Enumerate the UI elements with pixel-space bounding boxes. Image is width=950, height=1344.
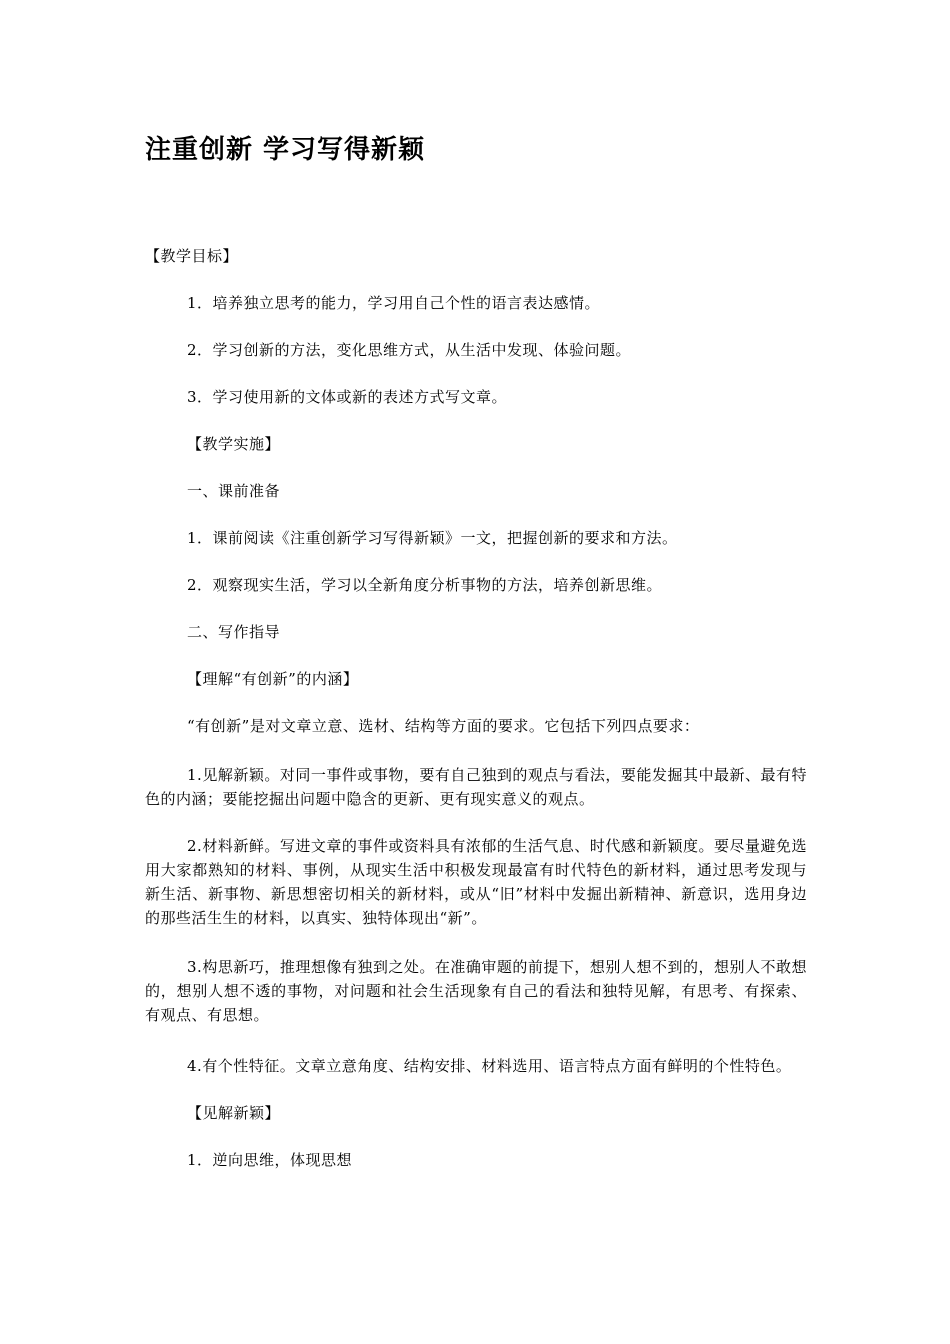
objective-item-2: 2．学习创新的方法，变化思维方式，从生活中发现、体验问题。 xyxy=(187,341,632,359)
prep-item-2: 2．观察现实生活，学习以全新角度分析事物的方法，培养创新思维。 xyxy=(187,576,663,594)
implementation-heading: 【教学实施】 xyxy=(187,435,281,453)
insight-item-1: 1．逆向思维，体现思想 xyxy=(187,1151,353,1169)
objectives-heading: 【教学目标】 xyxy=(145,247,239,265)
requirement-paragraph-2: 2.材料新鲜。写进文章的事件或资料具有浓郁的生活气息、时代感和新颖度。要尽量避免选用大家都熟知的材料、事例，从现实生活中积极发现最富有时代特色的新材料，通过思考发现与新生活、新事物、新思想密切相关的新材料，或从“旧”材料中发掘出新精神、新意识，选用身边的那些活生生的材料，以真实、独特体现出“新”。 xyxy=(145,837,807,927)
section-2-heading: 二、写作指导 xyxy=(187,623,281,641)
document-title: 注重创新 学习写得新颖 xyxy=(145,135,426,165)
section-1-heading: 一、课前准备 xyxy=(187,482,281,500)
insight-heading: 【见解新颖】 xyxy=(187,1104,281,1122)
objective-item-1: 1．培养独立思考的能力，学习用自己个性的语言表达感情。 xyxy=(187,294,601,312)
requirement-paragraph-3: 3.构思新巧，推理想像有独到之处。在准确审题的前提下，想别人想不到的，想别人不敢想的，想别人想不透的事物，对问题和社会生活现象有自己的看法和独特见解，有思考、有探索、有观点、有思想。 xyxy=(145,958,807,1024)
prep-item-1: 1．课前阅读《注重创新学习写得新颖》一文，把握创新的要求和方法。 xyxy=(187,529,678,547)
understanding-heading: 【理解“有创新”的内涵】 xyxy=(187,670,359,688)
intro-paragraph: “有创新”是对文章立意、选材、结构等方面的要求。它包括下列四点要求： xyxy=(187,717,700,735)
objective-item-3: 3．学习使用新的文体或新的表述方式写文章。 xyxy=(187,388,508,406)
requirement-paragraph-4: 4.有个性特征。文章立意角度、结构安排、材料选用、语言特点方面有鲜明的个性特色。 xyxy=(187,1057,792,1075)
requirement-paragraph-1: 1.见解新颖。对同一事件或事物，要有自己独到的观点与看法，要能发掘其中最新、最有特色的内涵；要能挖掘出问题中隐含的更新、更有现实意义的观点。 xyxy=(145,766,807,808)
